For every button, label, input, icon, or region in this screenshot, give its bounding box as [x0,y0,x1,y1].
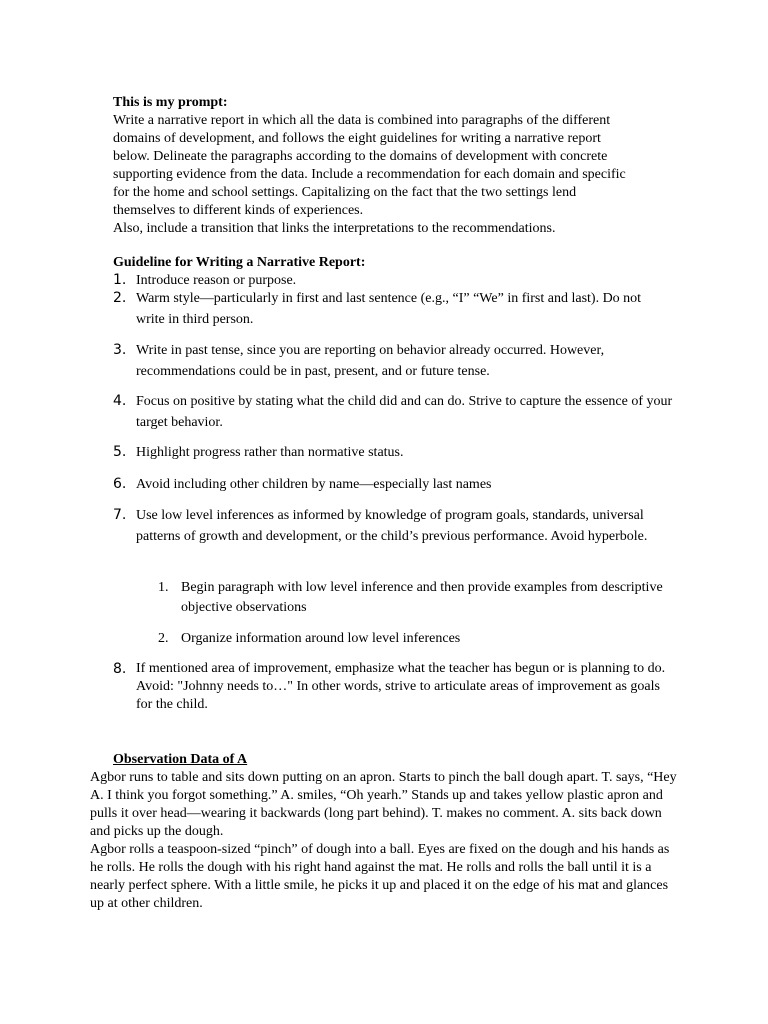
list-number: 5. [113,444,127,460]
prompt-line: supporting evidence from the data. Include a recommendation for each domain and specific [113,167,626,182]
observation-section [90,769,678,913]
guideline-item-2 [113,288,673,330]
observation-heading: Observation Data of A [113,752,248,767]
guideline-subtext: Begin paragraph with low level inference and then provide examples from descriptive objective observations [181,580,663,615]
list-number: 1. [158,580,169,595]
guideline-subitem-1 [158,578,678,618]
guideline-item-3 [113,340,673,382]
list-number: 6. [113,476,127,492]
guideline-text: Focus on positive by stating what the child did and can do. Strive to capture the essence of your target behavior. [136,394,673,430]
prompt-heading: This is my prompt: [113,95,228,110]
prompt-line: below. Delineate the paragraphs according to the domains of development with concrete [113,149,608,164]
prompt-line: Write a narrative report in which all the data is combined into paragraphs of the different [113,113,611,128]
guideline-subitem-2 [158,629,678,649]
list-number: 4. [113,393,127,409]
observation-paragraph-1: Agbor runs to table and sits down putting on an apron. Starts to pinch the ball dough apart. T. says, “Hey A. I think you forgot something.” A. smiles, “Oh yearh.” Stands up and takes yellow plastic apron and pulls it over head—wearing it backwards (long part behind). T. makes no comment. A. sits back down and picks up the dough. [90,770,677,839]
prompt-section [113,94,673,238]
list-number: 1. [113,272,127,288]
guideline-item-8 [113,660,673,714]
guideline-text: If mentioned area of improvement, emphasize what the teacher has begun or is planning to do. Avoid: "Johnny needs to…" In other words, strive to articulate areas of improvement as goals for the child. [136,661,666,712]
guideline-text: Introduce reason or purpose. [136,273,297,288]
list-number: 8. [113,661,127,677]
prompt-line: domains of development, and follows the eight guidelines for writing a narrative report [113,131,601,146]
list-number: 2. [113,290,127,306]
guidelines-heading: Guideline for Writing a Narrative Report: [113,255,366,270]
guideline-text: Highlight progress rather than normative status. [136,445,404,460]
guideline-text: Avoid including other children by name—especially last names [136,477,492,492]
guideline-subtext: Organize information around low level inferences [181,631,461,646]
guideline-text: Write in past tense, since you are reporting on behavior already occurred. However, recommendations could be in past, present, and or future tense. [136,343,605,379]
guideline-text: Warm style—particularly in first and last sentence (e.g., “I” “We” in first and last). Do not write in third person. [136,291,642,327]
guideline-item-7 [113,505,673,547]
list-number: 3. [113,342,127,358]
list-number: 2. [158,631,169,646]
guideline-item-6 [113,474,673,495]
observation-paragraph-2: Agbor rolls a teaspoon-sized “pinch” of dough into a ball. Eyes are fixed on the dough and his hands as he rolls. He rolls the dough with his right hand against the mat. He rolls and rolls the ball until it is a nearly perfect sphere. With a little smile, he picks it up and placed it on the edge of his mat and glances up at other children. [90,842,670,911]
prompt-line: Also, include a transition that links the interpretations to the recommendations. [113,221,556,236]
guideline-item-5 [113,442,673,463]
guideline-item-4 [113,391,673,433]
prompt-line: for the home and school settings. Capitalizing on the fact that the two settings lend [113,185,577,200]
list-number: 7. [113,507,127,523]
prompt-line: themselves to different kinds of experiences. [113,203,364,218]
guideline-text: Use low level inferences as informed by knowledge of program goals, standards, universal patterns of growth and development, or the child’s previous performance. Avoid hyperbole. [136,508,648,544]
